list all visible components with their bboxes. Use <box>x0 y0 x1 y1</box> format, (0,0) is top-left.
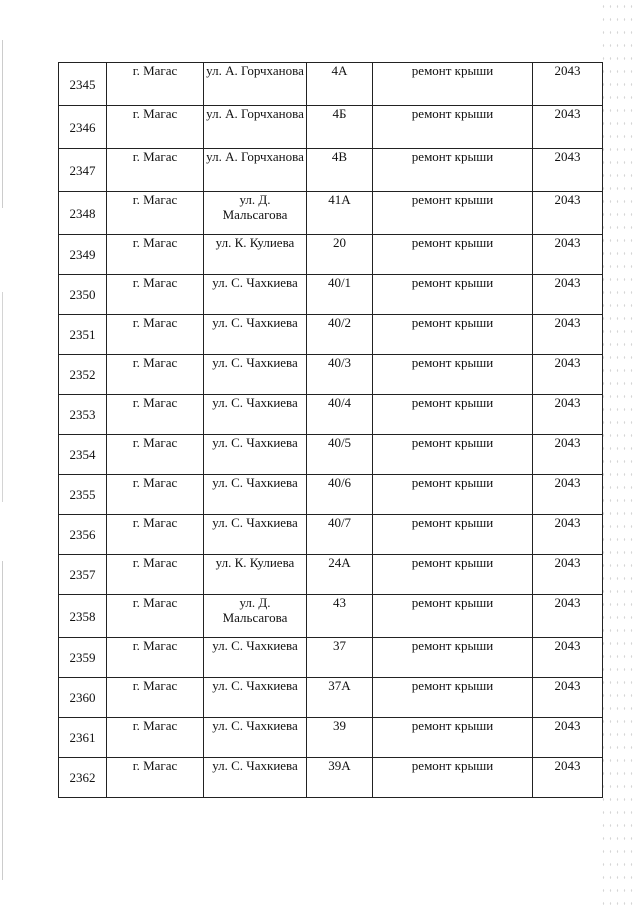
house-number-cell: 4Б <box>307 106 373 149</box>
row-number-cell: 2356 <box>59 515 107 555</box>
table-row <box>59 106 603 149</box>
work-type-cell: ремонт крыши <box>373 106 533 149</box>
street-cell: ул. С. Чахкиева <box>204 515 307 555</box>
city-cell: г. Магас <box>107 235 204 275</box>
row-number-cell: 2353 <box>59 395 107 435</box>
house-number-cell: 39А <box>307 758 373 798</box>
row-number-cell: 2361 <box>59 718 107 758</box>
street-cell: ул. С. Чахкиева <box>204 435 307 475</box>
year-cell: 2043 <box>533 395 603 435</box>
house-number-cell: 40/4 <box>307 395 373 435</box>
city-cell: г. Магас <box>107 638 204 678</box>
street-cell: ул. С. Чахкиева <box>204 315 307 355</box>
work-type-cell: ремонт крыши <box>373 475 533 515</box>
row-number-cell: 2357 <box>59 555 107 595</box>
street-cell: ул. С. Чахкиева <box>204 355 307 395</box>
table-row <box>59 678 603 718</box>
table-row <box>59 355 603 395</box>
year-cell: 2043 <box>533 106 603 149</box>
work-type-cell: ремонт крыши <box>373 595 533 638</box>
year-cell: 2043 <box>533 515 603 555</box>
work-type-cell: ремонт крыши <box>373 149 533 192</box>
city-cell: г. Магас <box>107 315 204 355</box>
table-row <box>59 235 603 275</box>
work-type-cell: ремонт крыши <box>373 192 533 235</box>
work-type-cell: ремонт крыши <box>373 678 533 718</box>
table-row <box>59 638 603 678</box>
row-number-cell: 2347 <box>59 149 107 192</box>
table-row <box>59 515 603 555</box>
table-row <box>59 475 603 515</box>
year-cell: 2043 <box>533 235 603 275</box>
city-cell: г. Магас <box>107 355 204 395</box>
city-cell: г. Магас <box>107 555 204 595</box>
city-cell: г. Магас <box>107 758 204 798</box>
year-cell: 2043 <box>533 758 603 798</box>
street-cell: ул. А. Горчханова <box>204 106 307 149</box>
house-number-cell: 41А <box>307 192 373 235</box>
year-cell: 2043 <box>533 192 603 235</box>
year-cell: 2043 <box>533 355 603 395</box>
street-cell: ул. С. Чахкиева <box>204 638 307 678</box>
table-row <box>59 555 603 595</box>
table-row <box>59 149 603 192</box>
scan-edge-mark <box>2 40 3 880</box>
table-row <box>59 435 603 475</box>
row-number-cell: 2345 <box>59 63 107 106</box>
table-row <box>59 315 603 355</box>
row-number-cell: 2350 <box>59 275 107 315</box>
row-number-cell: 2362 <box>59 758 107 798</box>
street-cell: ул. А. Горчханова <box>204 149 307 192</box>
street-cell: ул. С. Чахкиева <box>204 475 307 515</box>
work-type-cell: ремонт крыши <box>373 758 533 798</box>
row-number-cell: 2358 <box>59 595 107 638</box>
house-number-cell: 40/3 <box>307 355 373 395</box>
year-cell: 2043 <box>533 475 603 515</box>
city-cell: г. Магас <box>107 435 204 475</box>
housing-repair-table <box>58 62 603 798</box>
row-number-cell: 2349 <box>59 235 107 275</box>
work-type-cell: ремонт крыши <box>373 275 533 315</box>
city-cell: г. Магас <box>107 475 204 515</box>
house-number-cell: 37 <box>307 638 373 678</box>
year-cell: 2043 <box>533 595 603 638</box>
city-cell: г. Магас <box>107 678 204 718</box>
work-type-cell: ремонт крыши <box>373 355 533 395</box>
work-type-cell: ремонт крыши <box>373 63 533 106</box>
work-type-cell: ремонт крыши <box>373 638 533 678</box>
city-cell: г. Магас <box>107 63 204 106</box>
city-cell: г. Магас <box>107 395 204 435</box>
year-cell: 2043 <box>533 555 603 595</box>
year-cell: 2043 <box>533 435 603 475</box>
table-row <box>59 595 603 638</box>
row-number-cell: 2360 <box>59 678 107 718</box>
year-cell: 2043 <box>533 718 603 758</box>
house-number-cell: 40/7 <box>307 515 373 555</box>
city-cell: г. Магас <box>107 106 204 149</box>
year-cell: 2043 <box>533 149 603 192</box>
row-number-cell: 2354 <box>59 435 107 475</box>
work-type-cell: ремонт крыши <box>373 315 533 355</box>
row-number-cell: 2359 <box>59 638 107 678</box>
table-row <box>59 192 603 235</box>
work-type-cell: ремонт крыши <box>373 235 533 275</box>
house-number-cell: 39 <box>307 718 373 758</box>
house-number-cell: 40/5 <box>307 435 373 475</box>
table-row <box>59 758 603 798</box>
house-number-cell: 40/6 <box>307 475 373 515</box>
city-cell: г. Магас <box>107 595 204 638</box>
city-cell: г. Магас <box>107 149 204 192</box>
table-row <box>59 275 603 315</box>
house-number-cell: 40/1 <box>307 275 373 315</box>
street-cell: ул. Д. Мальсагова <box>204 192 307 235</box>
house-number-cell: 24А <box>307 555 373 595</box>
year-cell: 2043 <box>533 63 603 106</box>
work-type-cell: ремонт крыши <box>373 515 533 555</box>
house-number-cell: 40/2 <box>307 315 373 355</box>
street-cell: ул. К. Кулиева <box>204 235 307 275</box>
work-type-cell: ремонт крыши <box>373 435 533 475</box>
house-number-cell: 4В <box>307 149 373 192</box>
row-number-cell: 2346 <box>59 106 107 149</box>
scan-noise <box>600 0 636 905</box>
street-cell: ул. С. Чахкиева <box>204 275 307 315</box>
table-row <box>59 395 603 435</box>
year-cell: 2043 <box>533 638 603 678</box>
house-number-cell: 4А <box>307 63 373 106</box>
work-type-cell: ремонт крыши <box>373 718 533 758</box>
row-number-cell: 2348 <box>59 192 107 235</box>
table-body <box>59 63 603 798</box>
row-number-cell: 2352 <box>59 355 107 395</box>
street-cell: ул. К. Кулиева <box>204 555 307 595</box>
city-cell: г. Магас <box>107 192 204 235</box>
street-cell: ул. С. Чахкиева <box>204 395 307 435</box>
street-cell: ул. С. Чахкиева <box>204 758 307 798</box>
house-number-cell: 43 <box>307 595 373 638</box>
row-number-cell: 2355 <box>59 475 107 515</box>
year-cell: 2043 <box>533 275 603 315</box>
table-row <box>59 718 603 758</box>
city-cell: г. Магас <box>107 275 204 315</box>
house-number-cell: 37А <box>307 678 373 718</box>
city-cell: г. Магас <box>107 718 204 758</box>
house-number-cell: 20 <box>307 235 373 275</box>
work-type-cell: ремонт крыши <box>373 555 533 595</box>
city-cell: г. Магас <box>107 515 204 555</box>
work-type-cell: ремонт крыши <box>373 395 533 435</box>
year-cell: 2043 <box>533 315 603 355</box>
street-cell: ул. А. Горчханова <box>204 63 307 106</box>
table-row <box>59 63 603 106</box>
street-cell: ул. С. Чахкиева <box>204 718 307 758</box>
row-number-cell: 2351 <box>59 315 107 355</box>
year-cell: 2043 <box>533 678 603 718</box>
street-cell: ул. С. Чахкиева <box>204 678 307 718</box>
street-cell: ул. Д. Мальсагова <box>204 595 307 638</box>
